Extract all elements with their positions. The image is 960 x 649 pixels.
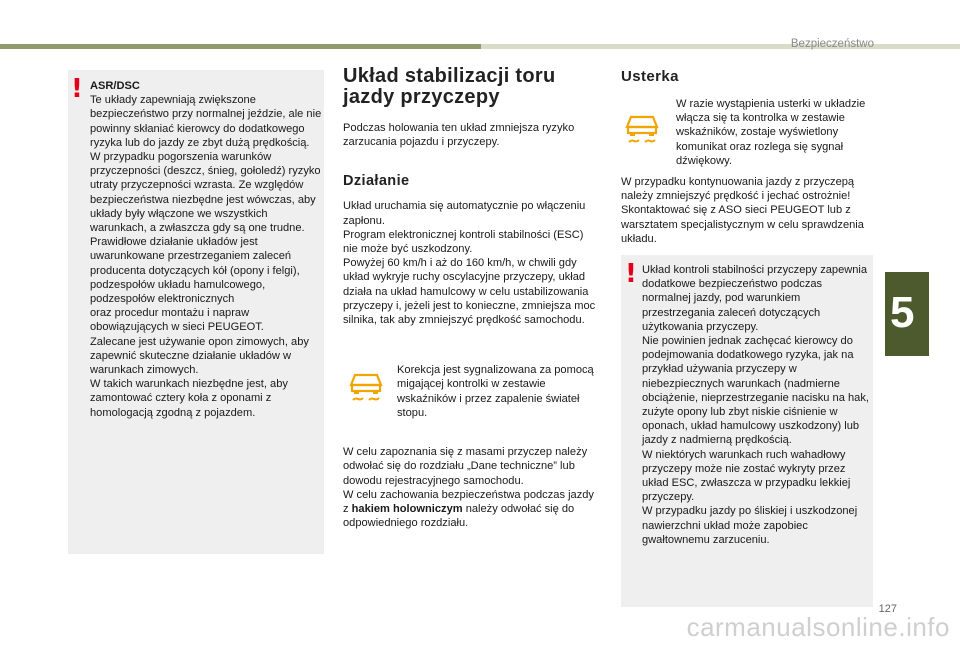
- subtitle-fault: Usterka: [621, 68, 679, 85]
- page-title: Układ stabilizacji toru jazdy przyczepy: [343, 65, 556, 108]
- trailer-stability-column: [343, 66, 601, 530]
- intro-paragraph: Podczas holowania ten układ zmniejsza ryzyko zarzucania pojazdu i przyczepy.: [343, 122, 575, 149]
- subtitle-operation: Działanie: [343, 173, 410, 190]
- warning-exclamation-icon: !: [71, 74, 83, 104]
- indicator-row: [343, 363, 601, 435]
- asr-dsc-warning-box: [68, 70, 324, 554]
- note-text-start: W celu zapoznania się z masami przyczep należy odwołać się do rozdziału „Dane techniczne” lub dowodu rejestracyjnego samochodu. W celu zachowania bezpieczeństwa podczas jazdy z: [343, 446, 594, 516]
- note-paragraph: [343, 445, 601, 530]
- warning-exclamation-icon: !: [625, 259, 637, 289]
- stability-warning-lamp-icon: [349, 373, 383, 403]
- fault-column: [621, 68, 879, 246]
- top-accent-bar: [0, 44, 481, 49]
- fault-paragraph: W przypadku kontynuowania jazdy z przyczepą należy zmniejszyć prędkość i jechać ostrożnie! Skontaktować się z ASO sieci PEUGEOT lub z warsztatem specjalistycznym w celu sprawdzenia układu.: [621, 176, 864, 245]
- section-title: Bezpieczeństwo: [790, 38, 874, 50]
- watermark: carmanualsonline.info: [686, 612, 950, 642]
- indicator-text: Korekcja jest sygnalizowana za pomocą migającej kontrolki w zestawie wskaźników i przez zapalenie świateł stopu.: [397, 364, 594, 419]
- warning-text: Układ kontroli stabilności przyczepy zapewnia dodatkowe bezpieczeństwo podczas normalnej jazdy, pod warunkiem przestrzegania zaleceń dotyczących użytkowania przyczepy. Nie powinien jednak zachęcać kierowcy do podejmowania dodatkowego ryzyka, jak na przykład używania przyczepy w niebezpiecznych warunkach (nadmierne obciążenie, nieprzestrzeganie nacisku na hak, zużyte opony lub zbyt niskie ciśnienie w oponach, układ hamulcowy uszkodzony) lub jazdy z nadmierną prędkością. W niektórych warunkach ruch wahadłowy przyczepy może nie zostać wykryty przez układ ESC, zwłaszcza w przypadku lekkiej przyczepy. W przypadku jazdy po śliskiej i uszkodzonej nawierzchni układ może zapobiec gwałtownemu zarzuceniu.: [642, 264, 869, 546]
- note-bold-term: hakiem holowniczym: [351, 503, 463, 516]
- warning-text: Te układy zapewniają zwiększone bezpieczeństwo przy normalnej jeździe, ale nie powinny skłaniać kierowcy do dodatkowego ryzyka lub do jazdy ze zbyt dużą prędkością. W przypadku pogorszenia warunków przyczepności (deszcz, śnieg, gołoledź) ryzyko utraty przyczepności wzrasta. Ze względów bezpieczeństwa niezbędne jest wówczas, aby układy były włączone we wszystkich warunkach, a zwłaszcza gdy są one trudne. Prawidłowe działanie układów jest uwarunkowane przestrzeganiem zaleceń producenta dotyczących kół (opony i felgi), podzespołów układu hamulcowego, podzespołów elektronicznych oraz procedur montażu i napraw obowiązujących w sieci PEUGEOT. Zalecane jest używanie opon zimowych, aby zapewnić skuteczne działanie układów w warunkach zimowych. W takich warunkach niezbędne jest, aby zamontować cztery koła z oponami z homologacją zgodną z pojazdem.: [90, 94, 322, 419]
- stability-fault-lamp-icon: [625, 115, 659, 145]
- warning-content: [90, 79, 322, 420]
- operation-paragraph: Układ uruchamia się automatycznie po włączeniu zapłonu. Program elektronicznej kontroli stabilności (ESC) nie może być uszkodzony. Powyżej 60 km/h i aż do 160 km/h, w chwili gdy układ wykryje ruchy oscylacyjne przyczepy, układ działa na układ hamulcowy w celu ustabilizowania przyczepy i, jeżeli jest to konieczne, zmniejsza moc silnika, tak aby zmniejszyć prędkość samochodu.: [343, 200, 596, 327]
- note-text-end: należy odwołać się do odpowiedniego rozdziału.: [343, 503, 575, 530]
- chapter-number: 5: [890, 288, 915, 337]
- warning-title: ASR/DSC: [90, 80, 140, 92]
- trailer-stability-warning-box: [621, 255, 873, 607]
- page-number: 127: [878, 603, 897, 615]
- fault-indicator-text: W razie wystąpienia usterki w układzie włącza się ta kontrolka w zestawie wskaźników, zostaje wyświetlony komunikat oraz rozlega się sygnał dźwiękowy.: [676, 98, 866, 167]
- top-accent-bar-light: [481, 44, 960, 49]
- chapter-tab: [885, 272, 929, 356]
- fault-indicator-row: [621, 97, 879, 165]
